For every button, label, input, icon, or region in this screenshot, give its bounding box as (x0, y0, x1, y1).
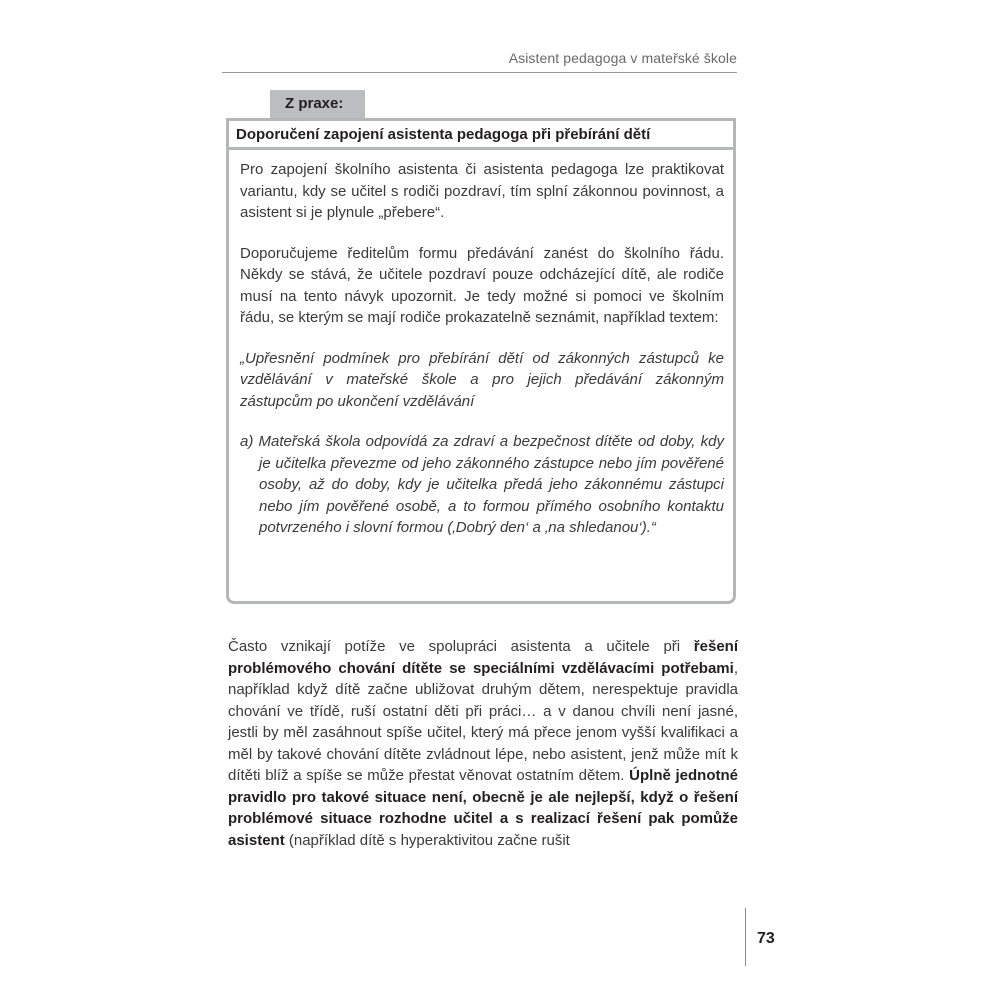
text-run: Často vznikají potíže ve spolupráci asistenta a učitele při (228, 638, 694, 655)
bold-run: Úplně jednotné pravidlo pro takové situace není, obecně je ale nejlepší, když o řešení problémové situace rozhodne učitel a s realizací řešení pak pomůže asistent (228, 767, 739, 849)
page-number-rule (745, 908, 746, 966)
box-paragraph: Doporučujeme ředitelům formu předávání zanést do školního řádu. Někdy se stává, že učitele pozdraví pouze odcházející dítě, ale rodiče musí na tento návyk upozornit. Je tedy možné si pomoci ve školním řádu, se kterým se mají rodiče prokazatelně seznámit, například textem: (240, 244, 724, 326)
text-run: (například dítě s hyperaktivitou začne rušit (284, 831, 570, 849)
page-number: 73 (757, 930, 775, 947)
main-paragraph (228, 636, 738, 851)
box-title: Doporučení zapojení asistenta pedagoga při přebírání dětí (236, 126, 651, 143)
box-paragraph: Pro zapojení školního asistenta či asistenta pedagoga lze praktikovat variantu, kdy se učitel s rodiči pozdraví, tím splní zákonnou povinnost, a asistent si je plynule „přebere“. (240, 161, 724, 221)
box-quote: „Upřesnění podmínek pro přebírání dětí od zákonných zástupců ke vzdělávání v mateřské škole a pro jejich předávání zákonným zástupcům po ukončení vzdělávání (240, 349, 724, 410)
practice-box (226, 118, 736, 604)
bold-run: řešení problémového chování dítěte se speciálními vzdělávacími potřebami (228, 638, 738, 677)
box-tab-label: Z praxe: (270, 90, 365, 118)
box-quote-item: a) Mateřská škola odpovídá za zdraví a bezpečnost dítěte od doby, kdy je učitelka převezme od jeho zákonného zástupce nebo jím pověřené osoby, až do doby, kdy je učitelka předá jeho zákonnému zástupci nebo jím pověřené osobě, a to formou přímého osobního kontaktu potvrzeného i slovní formou (‚Dobrý den‘ a ‚na shledanou‘).“ (240, 433, 724, 536)
running-head-title: Asistent pedagoga v mateřské škole (508, 50, 737, 66)
text-run: , například když dítě začne ubližovat druhým dětem, nerespektuje pravidla chování ve třídě, ruší ostatní děti při práci… a v danou chvíli není jasné, jestli by měl zasáhnout spíše učitel, který má přece jenom vyšší kvalifikaci a měl by takové chování dítěte zvládnout lépe, nebo asistent, jenž může mít k dítěti blíž a spíše se může přestat věnovat ostatním dětem. (228, 659, 738, 784)
header-rule (222, 72, 737, 73)
box-title-bar (229, 118, 733, 150)
box-body (240, 159, 724, 539)
